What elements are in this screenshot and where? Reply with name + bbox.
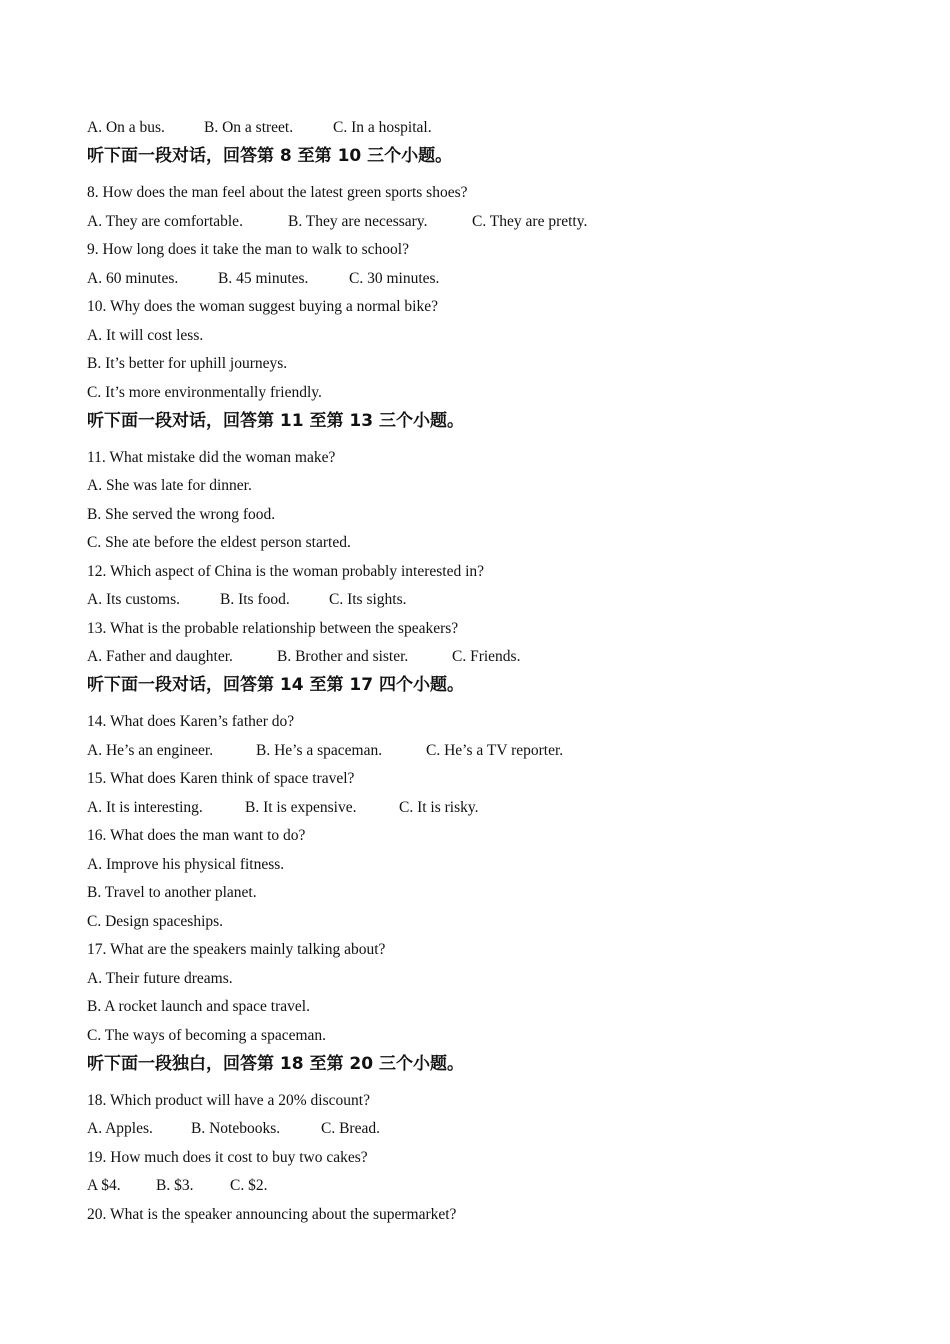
q15-options: [87, 798, 479, 818]
q10-option-c: C. It’s more environmentally friendly.: [87, 384, 322, 401]
q18-option-b: B. Notebooks.: [191, 1120, 281, 1137]
q7-option-a: A. On a bus.: [87, 119, 165, 136]
q18-option-a: A. Apples.: [87, 1120, 153, 1137]
q17-option-c: C. The ways of becoming a spaceman.: [87, 1027, 327, 1044]
q15-question: 15. What does Karen think of space travel?: [87, 770, 355, 787]
q15-option-a: A. It is interesting.: [87, 799, 203, 816]
q8-options: [87, 212, 587, 232]
q11-option-b: B. She served the wrong food.: [87, 506, 276, 523]
section-heading-14-17: 听下面一段对话，回答第 14 至第 17 四个小题。: [87, 675, 464, 695]
q15-option-b: B. It is expensive.: [245, 799, 357, 816]
q13-options: [87, 647, 520, 667]
q14-options: [87, 741, 563, 761]
q8-option-c: C. They are pretty.: [472, 213, 588, 230]
q12-option-a: A. Its customs.: [87, 591, 180, 608]
q14-question: 14. What does Karen’s father do?: [87, 713, 295, 730]
q12-option-c: C. Its sights.: [329, 591, 407, 608]
q16-option-c: C. Design spaceships.: [87, 913, 224, 930]
q9-question: 9. How long does it take the man to walk to school?: [87, 241, 409, 258]
q14-option-b: B. He’s a spaceman.: [256, 742, 383, 759]
q11-question: 11. What mistake did the woman make?: [87, 449, 336, 466]
q13-option-b: B. Brother and sister.: [277, 648, 409, 665]
q19-question: 19. How much does it cost to buy two cakes?: [87, 1149, 368, 1166]
q14-option-c: C. He’s a TV reporter.: [426, 742, 564, 759]
q18-option-c: C. Bread.: [321, 1120, 380, 1137]
q11-option-c: C. She ate before the eldest person started.: [87, 534, 351, 551]
q18-options: [87, 1119, 380, 1139]
q19-option-a: A $4.: [87, 1177, 121, 1194]
q7-option-b: B. On a street.: [204, 119, 294, 136]
section-heading-8-10: 听下面一段对话，回答第 8 至第 10 三个小题。: [87, 146, 453, 166]
q20-question: 20. What is the speaker announcing about the supermarket?: [87, 1206, 457, 1223]
q9-option-a: A. 60 minutes.: [87, 270, 179, 287]
q7-options: [87, 118, 432, 138]
q8-option-b: B. They are necessary.: [288, 213, 428, 230]
section-heading-11-13: 听下面一段对话，回答第 11 至第 13 三个小题。: [87, 411, 464, 431]
q8-question: 8. How does the man feel about the latest green sports shoes?: [87, 184, 468, 201]
q13-option-a: A. Father and daughter.: [87, 648, 233, 665]
q15-option-c: C. It is risky.: [399, 799, 479, 816]
q13-option-c: C. Friends.: [452, 648, 521, 665]
q17-option-a: A. Their future dreams.: [87, 970, 233, 987]
q10-option-a: A. It will cost less.: [87, 327, 204, 344]
q17-question: 17. What are the speakers mainly talking about?: [87, 941, 386, 958]
q16-option-b: B. Travel to another planet.: [87, 884, 257, 901]
q9-option-b: B. 45 minutes.: [218, 270, 309, 287]
q19-option-c: C. $2.: [230, 1177, 268, 1194]
q12-question: 12. Which aspect of China is the woman probably interested in?: [87, 563, 485, 580]
section-heading-18-20: 听下面一段独白，回答第 18 至第 20 三个小题。: [87, 1054, 464, 1074]
q18-question: 18. Which product will have a 20% discount?: [87, 1092, 370, 1109]
q14-option-a: A. He’s an engineer.: [87, 742, 214, 759]
q12-options: [87, 590, 407, 610]
q19-options: [87, 1176, 267, 1196]
q16-option-a: A. Improve his physical fitness.: [87, 856, 285, 873]
q11-option-a: A. She was late for dinner.: [87, 477, 252, 494]
q8-option-a: A. They are comfortable.: [87, 213, 243, 230]
q7-option-c: C. In a hospital.: [333, 119, 432, 136]
q10-option-b: B. It’s better for uphill journeys.: [87, 355, 288, 372]
q9-options: [87, 269, 439, 289]
q17-option-b: B. A rocket launch and space travel.: [87, 998, 310, 1015]
q9-option-c: C. 30 minutes.: [349, 270, 440, 287]
q19-option-b: B. $3.: [156, 1177, 194, 1194]
q12-option-b: B. Its food.: [220, 591, 290, 608]
q13-question: 13. What is the probable relationship between the speakers?: [87, 620, 459, 637]
q10-question: 10. Why does the woman suggest buying a normal bike?: [87, 298, 438, 315]
q16-question: 16. What does the man want to do?: [87, 827, 306, 844]
